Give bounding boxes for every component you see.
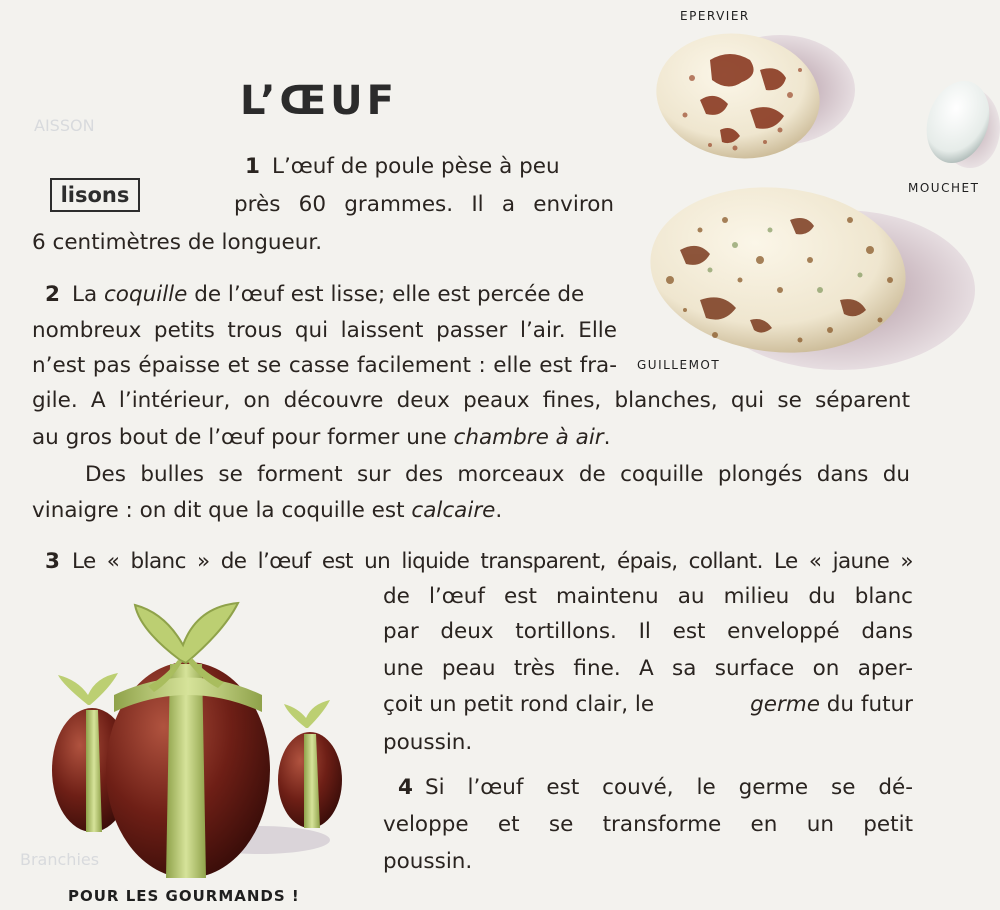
paragraph-1-line: 6 centimètres de longueur. (32, 230, 323, 255)
paragraph-2-line: vinaigre : on dit que la coquille est calcaire. (32, 498, 503, 523)
paragraph-4-line: poussin. (383, 849, 473, 874)
paragraph-number: 1 (245, 154, 260, 179)
paragraph-3-line: par deux tortillons. Il est enveloppé dans (383, 619, 913, 644)
faded-text: AISSON (34, 116, 95, 135)
paragraph-3-line: 3 Le « blanc » de l’œuf est un liquide transparent, épais, collant. Le « jaune » (45, 547, 913, 577)
caption-guillemot: GUILLEMOT (637, 358, 721, 372)
paragraph-3-line: çoit un petit rond clair, le germe du futur (383, 692, 913, 717)
paragraph-3-line: poussin. (383, 730, 473, 755)
mouchet-egg-illustration (916, 73, 1000, 171)
faded-text: Branchies (20, 850, 100, 869)
paragraph-2-line: au gros bout de l’œuf pour former une chambre à air. (32, 425, 611, 450)
paragraph-2-line: nombreux petits trous qui laissent passer l’air. Elle (32, 318, 617, 343)
paragraph-number: 2 (45, 282, 60, 307)
guillemot-egg-illustration (642, 175, 975, 370)
paragraph-1-line: 1 L’œuf de poule pèse à peu (245, 154, 560, 179)
paragraph-2-line: gile. A l’intérieur, on découvre deux peaux fines, blanches, qui se séparent (32, 388, 910, 413)
caption-mouchet: MOUCHET (908, 181, 980, 195)
paragraph-2-line: Des bulles se forment sur des morceaux de coquille plongés dans du (85, 462, 910, 487)
paragraph-4-line: 4 Si l’œuf est couvé, le germe se dé- (398, 773, 913, 803)
epervier-egg-illustration (648, 23, 855, 169)
paragraph-2-line: n’est pas épaisse et se casse facilement : elle est fra- (32, 353, 617, 378)
page-title: L’ŒUF (240, 78, 398, 124)
paragraph-3-line: une peau très fine. A sa surface on aper- (383, 656, 913, 681)
paragraph-3-line: de l’œuf est maintenu au milieu du blanc (383, 584, 913, 609)
caption-epervier: EPERVIER (680, 9, 750, 23)
chocolate-eggs-illustration (30, 600, 360, 880)
paragraph-number: 4 (398, 775, 413, 800)
lisons-badge: lisons (50, 178, 140, 212)
paragraph-1-line: près 60 grammes. Il a environ (234, 192, 614, 217)
caption-gourmands: POUR LES GOURMANDS ! (68, 887, 300, 905)
paragraph-2-line: 2 La coquille de l’œuf est lisse; elle est percée de (45, 282, 585, 307)
paragraph-number: 3 (45, 549, 60, 574)
paragraph-4-line: veloppe et se transforme en un petit (383, 812, 913, 837)
